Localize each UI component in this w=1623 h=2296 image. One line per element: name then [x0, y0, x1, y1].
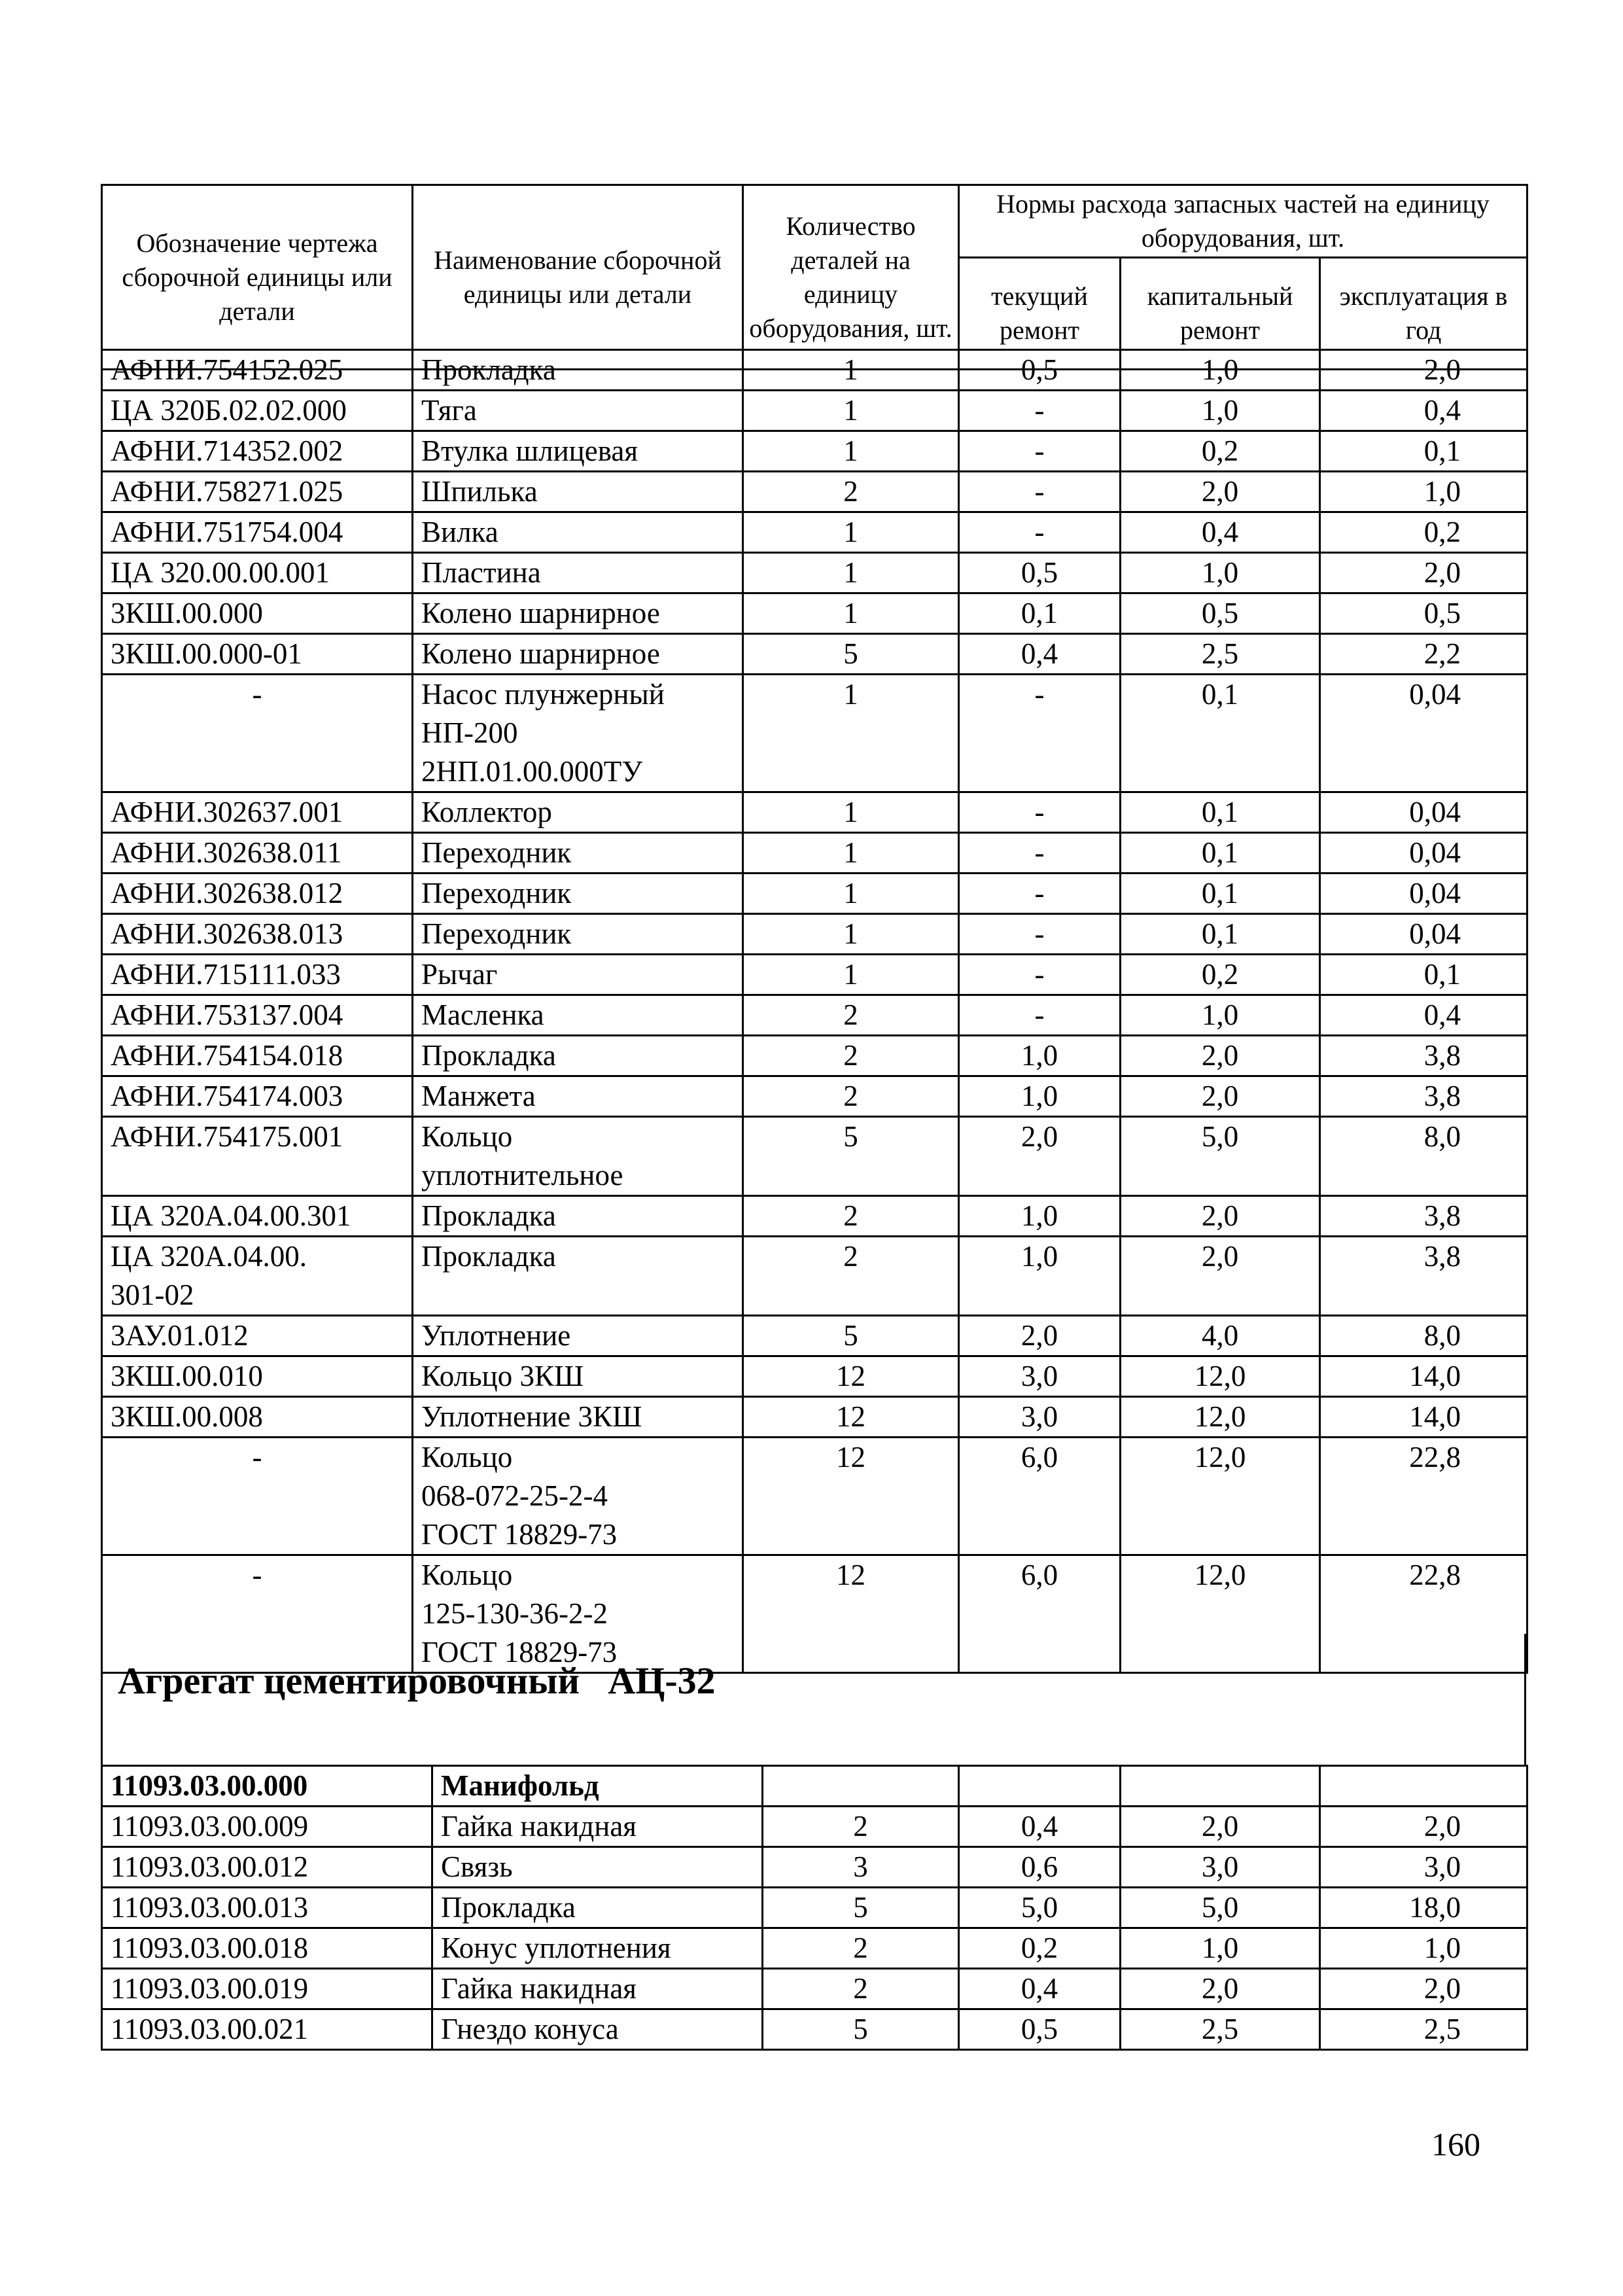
cell-capital-repair: 0,1 — [1121, 874, 1320, 914]
cell-qty: 2 — [763, 1969, 959, 2009]
header-qty: Количество деталей на единицу оборудования, шт. — [743, 185, 959, 370]
cell-capital-repair: 0,1 — [1121, 833, 1320, 874]
cell-qty — [763, 1766, 959, 1807]
table-row — [102, 833, 1527, 874]
cell-current-repair: 0,5 — [959, 2009, 1121, 2050]
cell-current-repair: 0,1 — [959, 593, 1121, 634]
cell-name: Тяга — [413, 391, 743, 431]
cell-name: Конус уплотнения — [432, 1928, 763, 1969]
cell-exploitation: 0,4 — [1320, 391, 1527, 431]
cell-exploitation: 2,5 — [1320, 2009, 1527, 2050]
cell-current-repair: 1,0 — [959, 1036, 1121, 1076]
cell-exploitation: 2,0 — [1320, 1969, 1527, 2009]
cell-capital-repair: 2,5 — [1121, 634, 1320, 675]
cell-exploitation: 2,0 — [1320, 553, 1527, 593]
cell-current-repair: - — [959, 472, 1121, 512]
table-row — [102, 914, 1527, 955]
cell-drawing: АФНИ.758271.025 — [102, 472, 413, 512]
cell-name: Коллектор — [413, 792, 743, 833]
table-row — [102, 1807, 1527, 1847]
cell-name: Манжета — [413, 1076, 743, 1117]
cell-exploitation: 1,0 — [1320, 1928, 1527, 1969]
cell-name: Прокладка — [432, 1888, 763, 1928]
cell-name: Колено шарнирное — [413, 634, 743, 675]
cell-capital-repair: 12,0 — [1121, 1438, 1320, 1555]
cell-current-repair: 0,2 — [959, 1928, 1121, 1969]
cell-current-repair: 6,0 — [959, 1438, 1121, 1555]
table-row — [102, 675, 1527, 792]
cell-exploitation: 8,0 — [1320, 1316, 1527, 1356]
page-number: 160 — [1431, 2126, 1480, 2163]
cell-drawing: АФНИ.302638.011 — [102, 833, 413, 874]
cell-capital-repair: 1,0 — [1121, 1928, 1320, 1969]
cell-current-repair: - — [959, 675, 1121, 792]
cell-drawing: АФНИ.715111.033 — [102, 955, 413, 995]
header-drawing: Обозначение чертежа сборочной единицы или детали — [102, 185, 413, 370]
table-row — [102, 1196, 1527, 1237]
cell-name: Прокладка — [413, 1196, 743, 1237]
cell-capital-repair — [1121, 1766, 1320, 1807]
cell-capital-repair: 12,0 — [1121, 1555, 1320, 1673]
table-row — [102, 1036, 1527, 1076]
cell-qty: 2 — [743, 1237, 959, 1316]
cell-current-repair: 0,4 — [959, 1969, 1121, 2009]
cell-name: Кольцо уплотнительное — [413, 1117, 743, 1196]
table-row — [102, 1969, 1527, 2009]
table-row — [102, 1438, 1527, 1555]
cell-name: Прокладка — [413, 1036, 743, 1076]
cell-capital-repair: 1,0 — [1121, 553, 1320, 593]
cell-exploitation: 18,0 — [1320, 1888, 1527, 1928]
table-row — [102, 2009, 1527, 2050]
cell-qty: 1 — [743, 431, 959, 472]
cell-drawing: ЦА 320Б.02.02.000 — [102, 391, 413, 431]
cell-qty: 5 — [743, 1316, 959, 1356]
cell-drawing: 11093.03.00.019 — [102, 1969, 432, 2009]
table-row — [102, 1076, 1527, 1117]
cell-exploitation: 2,2 — [1320, 634, 1527, 675]
cell-name: Уплотнение 3КШ — [413, 1397, 743, 1438]
cell-exploitation: 2,0 — [1320, 350, 1527, 391]
cell-current-repair: 0,5 — [959, 553, 1121, 593]
table-row — [102, 512, 1527, 553]
cell-capital-repair: 2,0 — [1121, 1076, 1320, 1117]
cell-name: Втулка шлицевая — [413, 431, 743, 472]
cell-exploitation: 3,0 — [1320, 1847, 1527, 1888]
cell-drawing: - — [102, 675, 413, 792]
cell-capital-repair: 1,0 — [1121, 995, 1320, 1036]
cell-exploitation: 3,8 — [1320, 1196, 1527, 1237]
cell-capital-repair: 2,0 — [1121, 472, 1320, 512]
cell-capital-repair: 2,0 — [1121, 1237, 1320, 1316]
cell-capital-repair: 0,1 — [1121, 675, 1320, 792]
cell-name: Уплотнение — [413, 1316, 743, 1356]
cell-exploitation: 22,8 — [1320, 1555, 1527, 1673]
cell-capital-repair: 2,5 — [1121, 2009, 1320, 2050]
cell-drawing: 11093.03.00.013 — [102, 1888, 432, 1928]
cell-current-repair: 1,0 — [959, 1196, 1121, 1237]
cell-exploitation: 14,0 — [1320, 1397, 1527, 1438]
cell-name: Прокладка — [413, 1237, 743, 1316]
cell-qty: 12 — [743, 1438, 959, 1555]
cell-exploitation: 3,8 — [1320, 1076, 1527, 1117]
cell-name: Кольцо 3КШ — [413, 1356, 743, 1397]
cell-exploitation: 0,04 — [1320, 792, 1527, 833]
cell-current-repair: 3,0 — [959, 1356, 1121, 1397]
cell-qty: 2 — [743, 1196, 959, 1237]
cell-drawing: ЦА 320.00.00.001 — [102, 553, 413, 593]
cell-name: Прокладка — [413, 350, 743, 391]
cell-qty: 1 — [743, 955, 959, 995]
cell-qty: 1 — [743, 874, 959, 914]
cell-exploitation: 0,04 — [1320, 874, 1527, 914]
cell-qty: 2 — [743, 472, 959, 512]
table-row — [102, 1316, 1527, 1356]
cell-current-repair: 1,0 — [959, 1237, 1121, 1316]
cell-capital-repair: 4,0 — [1121, 1316, 1320, 1356]
cell-qty: 12 — [743, 1555, 959, 1673]
cell-qty: 12 — [743, 1356, 959, 1397]
cell-qty: 2 — [743, 995, 959, 1036]
cell-name: Колено шарнирное — [413, 593, 743, 634]
cell-qty: 2 — [763, 1807, 959, 1847]
cell-exploitation: 0,1 — [1320, 431, 1527, 472]
cell-name: Кольцо 125-130-36-2-2 ГОСТ 18829-73 — [413, 1555, 743, 1673]
table-row — [102, 1117, 1527, 1196]
cell-name: Рычаг — [413, 955, 743, 995]
cell-name: Кольцо 068-072-25-2-4 ГОСТ 18829-73 — [413, 1438, 743, 1555]
cell-exploitation: 2,0 — [1320, 1807, 1527, 1847]
table-row — [102, 1397, 1527, 1438]
cell-current-repair: 0,4 — [959, 1807, 1121, 1847]
cell-current-repair: - — [959, 874, 1121, 914]
cell-capital-repair: 0,4 — [1121, 512, 1320, 553]
cell-current-repair: 0,4 — [959, 634, 1121, 675]
cell-capital-repair: 2,0 — [1121, 1969, 1320, 2009]
cell-current-repair: - — [959, 431, 1121, 472]
cell-drawing: 3КШ.00.010 — [102, 1356, 413, 1397]
cell-exploitation: 0,04 — [1320, 833, 1527, 874]
cell-name: Гнездо конуса — [432, 2009, 763, 2050]
cell-capital-repair: 1,0 — [1121, 391, 1320, 431]
cell-capital-repair: 0,5 — [1121, 593, 1320, 634]
cell-name: Переходник — [413, 833, 743, 874]
table-row — [102, 1928, 1527, 1969]
cell-current-repair: 5,0 — [959, 1888, 1121, 1928]
cell-capital-repair: 0,1 — [1121, 914, 1320, 955]
cell-drawing: ЦА 320А.04.00.301 — [102, 1196, 413, 1237]
cell-name: Насос плунжерный НП-200 2НП.01.00.000ТУ — [413, 675, 743, 792]
cell-qty: 1 — [743, 675, 959, 792]
cell-current-repair: - — [959, 792, 1121, 833]
cell-current-repair: - — [959, 833, 1121, 874]
cell-qty: 12 — [743, 1397, 959, 1438]
cell-current-repair: 3,0 — [959, 1397, 1121, 1438]
cell-exploitation: 3,8 — [1320, 1237, 1527, 1316]
table-row — [102, 472, 1527, 512]
cell-drawing: АФНИ.302637.001 — [102, 792, 413, 833]
cell-qty: 2 — [743, 1036, 959, 1076]
cell-exploitation: 0,2 — [1320, 512, 1527, 553]
cell-qty: 5 — [743, 634, 959, 675]
cell-drawing: 11093.03.00.009 — [102, 1807, 432, 1847]
cell-name: Связь — [432, 1847, 763, 1888]
cell-exploitation: 3,8 — [1320, 1036, 1527, 1076]
cell-current-repair: - — [959, 512, 1121, 553]
cell-name: Гайка накидная — [432, 1969, 763, 2009]
table-row — [102, 1847, 1527, 1888]
cell-drawing: 3КШ.00.000 — [102, 593, 413, 634]
table-row — [102, 634, 1527, 675]
spare-parts-table — [101, 184, 1528, 370]
cell-drawing: АФНИ.714352.002 — [102, 431, 413, 472]
cell-drawing: АФНИ.753137.004 — [102, 995, 413, 1036]
cell-exploitation: 0,04 — [1320, 675, 1527, 792]
cell-name: Шпилька — [413, 472, 743, 512]
cell-name: Вилка — [413, 512, 743, 553]
cell-qty: 5 — [763, 1888, 959, 1928]
cell-drawing: 11093.03.00.000 — [102, 1766, 432, 1807]
table-row — [102, 431, 1527, 472]
cell-qty: 1 — [743, 833, 959, 874]
cell-qty: 5 — [743, 1117, 959, 1196]
cell-drawing: 11093.03.00.012 — [102, 1847, 432, 1888]
cell-current-repair: 0,5 — [959, 350, 1121, 391]
table-row — [102, 1237, 1527, 1316]
cell-current-repair: - — [959, 914, 1121, 955]
cell-capital-repair: 12,0 — [1121, 1397, 1320, 1438]
cell-capital-repair: 5,0 — [1121, 1117, 1320, 1196]
cell-drawing: ЦА 320А.04.00. 301-02 — [102, 1237, 413, 1316]
cell-capital-repair: 3,0 — [1121, 1847, 1320, 1888]
cell-exploitation: 0,04 — [1320, 914, 1527, 955]
cell-capital-repair: 5,0 — [1121, 1888, 1320, 1928]
cell-exploitation: 1,0 — [1320, 472, 1527, 512]
cell-current-repair: - — [959, 995, 1121, 1036]
cell-capital-repair: 12,0 — [1121, 1356, 1320, 1397]
table-row — [102, 391, 1527, 431]
cell-qty: 1 — [743, 553, 959, 593]
cell-exploitation: 0,5 — [1320, 593, 1527, 634]
cell-drawing: 3КШ.00.008 — [102, 1397, 413, 1438]
table-row — [102, 995, 1527, 1036]
table-row — [102, 792, 1527, 833]
header-norms: Нормы расхода запасных частей на единицу оборудования, шт. — [959, 185, 1527, 258]
table-row — [102, 553, 1527, 593]
table-row — [102, 593, 1527, 634]
cell-exploitation: 0,1 — [1320, 955, 1527, 995]
cell-drawing: АФНИ.754154.018 — [102, 1036, 413, 1076]
cell-capital-repair: 1,0 — [1121, 350, 1320, 391]
cell-name: Гайка накидная — [432, 1807, 763, 1847]
cell-drawing: АФНИ.754175.001 — [102, 1117, 413, 1196]
header-exploitation: эксплуатация в год — [1320, 258, 1527, 370]
cell-exploitation — [1320, 1766, 1527, 1807]
cell-name: Переходник — [413, 914, 743, 955]
cell-qty: 1 — [743, 593, 959, 634]
cell-current-repair: 6,0 — [959, 1555, 1121, 1673]
cell-exploitation: 22,8 — [1320, 1438, 1527, 1555]
cell-drawing: АФНИ.751754.004 — [102, 512, 413, 553]
cell-current-repair: 2,0 — [959, 1117, 1121, 1196]
cell-drawing: 3КШ.00.000-01 — [102, 634, 413, 675]
table-row — [102, 1356, 1527, 1397]
cell-name: Манифольд — [432, 1766, 763, 1807]
cell-exploitation: 0,4 — [1320, 995, 1527, 1036]
table-row — [102, 955, 1527, 995]
cell-drawing: 11093.03.00.018 — [102, 1928, 432, 1969]
header-name: Наименование сборочной единицы или детали — [413, 185, 743, 370]
spare-parts-table-body — [101, 349, 1528, 1674]
manifold-parts-table — [101, 1765, 1528, 2051]
cell-drawing: АФНИ.302638.012 — [102, 874, 413, 914]
cell-qty: 3 — [763, 1847, 959, 1888]
cell-drawing: АФНИ.754152.025 — [102, 350, 413, 391]
cell-current-repair: 0,6 — [959, 1847, 1121, 1888]
cell-drawing: 3АУ.01.012 — [102, 1316, 413, 1356]
cell-qty: 1 — [743, 512, 959, 553]
cell-current-repair: 2,0 — [959, 1316, 1121, 1356]
header-capital-repair: капитальный ремонт — [1121, 258, 1320, 370]
cell-drawing: - — [102, 1555, 413, 1673]
cell-qty: 1 — [743, 914, 959, 955]
cell-current-repair: - — [959, 391, 1121, 431]
cell-exploitation: 14,0 — [1320, 1356, 1527, 1397]
table-row — [102, 1766, 1527, 1807]
cell-exploitation: 8,0 — [1320, 1117, 1527, 1196]
table-row — [102, 874, 1527, 914]
cell-name: Переходник — [413, 874, 743, 914]
cell-capital-repair: 2,0 — [1121, 1807, 1320, 1847]
cell-capital-repair: 0,2 — [1121, 431, 1320, 472]
cell-current-repair: 1,0 — [959, 1076, 1121, 1117]
cell-capital-repair: 0,2 — [1121, 955, 1320, 995]
cell-name: Пластина — [413, 553, 743, 593]
cell-qty: 2 — [763, 1928, 959, 1969]
cell-qty: 1 — [743, 350, 959, 391]
cell-drawing: АФНИ.302638.013 — [102, 914, 413, 955]
cell-qty: 5 — [763, 2009, 959, 2050]
cell-capital-repair: 2,0 — [1121, 1036, 1320, 1076]
table-row — [102, 350, 1527, 391]
table-row — [102, 1888, 1527, 1928]
cell-capital-repair: 2,0 — [1121, 1196, 1320, 1237]
cell-drawing: - — [102, 1438, 413, 1555]
cell-drawing: 11093.03.00.021 — [102, 2009, 432, 2050]
cell-qty: 1 — [743, 792, 959, 833]
header-current-repair: текущий ремонт — [959, 258, 1121, 370]
cell-qty: 1 — [743, 391, 959, 431]
cell-name: Масленка — [413, 995, 743, 1036]
cell-qty: 2 — [743, 1076, 959, 1117]
cell-current-repair — [959, 1766, 1121, 1807]
cell-drawing: АФНИ.754174.003 — [102, 1076, 413, 1117]
section-title: Агрегат цементировочный АЦ-32 — [118, 1659, 716, 1702]
cell-current-repair: - — [959, 955, 1121, 995]
cell-capital-repair: 0,1 — [1121, 792, 1320, 833]
